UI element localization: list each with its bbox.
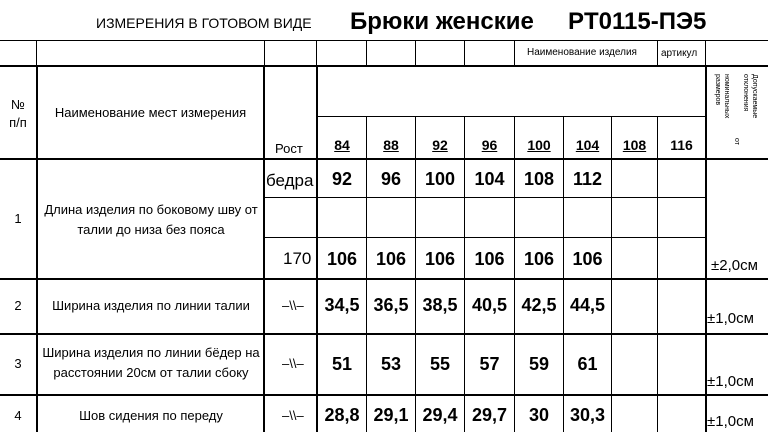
size-header: 108 <box>622 137 647 153</box>
value-cell: 36,5 <box>373 295 409 315</box>
grid-line <box>36 66 38 432</box>
grid-line <box>264 197 706 198</box>
grid-line <box>611 116 612 432</box>
value-cell: 59 <box>528 354 550 374</box>
tolerance-value: ±1,0см <box>707 373 754 390</box>
grid-line <box>264 40 265 66</box>
size-header: 96 <box>481 137 498 153</box>
ditto-mark: –\\– <box>282 356 304 371</box>
size-header: 84 <box>334 137 350 153</box>
article-label: артикул <box>661 48 698 59</box>
grid-line <box>316 40 317 66</box>
tolerance-value: ±1,0см <box>707 413 754 430</box>
grid-line <box>514 40 515 66</box>
measure-name: Шов сидения по переду <box>79 408 223 423</box>
grid-line <box>0 40 768 41</box>
column-height-header: Рост <box>275 141 303 156</box>
size-header: 116 <box>670 137 693 153</box>
value-cell: 61 <box>577 354 598 374</box>
value-cell: 106 <box>424 249 456 269</box>
value-cell: 106 <box>572 249 603 269</box>
grid-line <box>415 40 416 66</box>
tolerance-header-line: размеров <box>714 74 721 106</box>
article-number: PT0115-ПЭ5 <box>568 8 707 35</box>
row-number: 2 <box>14 298 22 313</box>
grid-line <box>366 40 367 66</box>
tolerance-header-line: Допускаемые <box>751 74 758 119</box>
column-measure-name-header: Наименование мест измерения <box>54 105 247 120</box>
grid-line <box>0 65 768 67</box>
column-number-header: № п/п <box>9 97 27 130</box>
grid-line <box>415 116 416 432</box>
value-cell: 106 <box>326 249 358 269</box>
grid-line <box>0 394 768 396</box>
product-name-label: Наименование изделия <box>527 47 637 58</box>
size-header: 100 <box>527 137 551 153</box>
grid-line <box>366 116 367 432</box>
value-cell: 42,5 <box>521 295 557 315</box>
grid-line <box>36 40 37 66</box>
size-header: 104 <box>575 137 600 153</box>
measure-name: Длина изделия по боковому шву от талии до низа без пояса <box>44 202 258 237</box>
grid-line <box>264 237 706 238</box>
grid-line <box>316 66 318 432</box>
grid-line <box>0 278 768 280</box>
height-value: 170 <box>283 249 312 268</box>
tolerance-value: ±2,0см <box>711 257 758 274</box>
grid-line <box>705 40 706 66</box>
tolerance-header-line: отклонения <box>742 74 749 112</box>
grid-line <box>657 40 658 66</box>
value-cell: 92 <box>331 169 353 189</box>
value-cell: 55 <box>429 354 451 374</box>
value-cell: 29,7 <box>471 405 508 425</box>
row-number: 3 <box>14 356 22 371</box>
grid-line <box>514 116 515 432</box>
tolerance-value: ±1,0см <box>707 310 754 327</box>
value-cell: 100 <box>424 169 456 189</box>
row-number: 1 <box>14 211 22 226</box>
ditto-mark: –\\– <box>282 408 304 423</box>
value-cell: 53 <box>380 354 402 374</box>
value-cell: 106 <box>523 249 555 269</box>
value-cell: 38,5 <box>422 295 458 315</box>
ditto-mark: –\\– <box>282 298 304 313</box>
document-title: ИЗМЕРЕНИЯ В ГОТОВОМ ВИДЕ <box>96 15 312 31</box>
value-cell: 51 <box>331 354 353 374</box>
value-cell: 30 <box>528 405 550 425</box>
value-cell: 29,1 <box>373 405 409 425</box>
value-cell: 34,5 <box>324 295 360 315</box>
value-cell: 112 <box>572 169 603 189</box>
value-cell: 28,8 <box>324 405 360 425</box>
grid-line <box>316 116 706 117</box>
row-number: 4 <box>14 408 22 423</box>
measure-name: Ширина изделия по линии талии <box>52 298 250 313</box>
value-cell: 104 <box>474 169 505 189</box>
value-cell: 106 <box>474 249 505 269</box>
value-cell: 44,5 <box>569 295 606 315</box>
hip-label: бедра <box>266 171 314 190</box>
tolerance-header-line: от <box>733 138 740 145</box>
value-cell: 57 <box>479 354 500 374</box>
size-header: 92 <box>432 137 448 153</box>
grid-line <box>657 116 658 432</box>
grid-line <box>263 66 265 432</box>
grid-line <box>563 116 564 432</box>
size-header: 88 <box>383 137 399 153</box>
value-cell: 106 <box>375 249 407 269</box>
grid-line <box>0 333 768 335</box>
measure-name: Ширина изделия по линии бёдер на расстоянии 20см от талии сбоку <box>42 345 260 381</box>
tolerance-header-line: номинальных <box>723 74 730 119</box>
grid-line <box>464 40 465 66</box>
value-cell: 108 <box>523 169 555 189</box>
grid-line <box>464 116 465 432</box>
value-cell: 96 <box>380 169 402 189</box>
value-cell: 30,3 <box>569 405 606 425</box>
value-cell: 29,4 <box>422 405 458 425</box>
product-name: Брюки женские <box>350 8 534 35</box>
value-cell: 40,5 <box>471 295 508 315</box>
grid-line <box>0 158 768 160</box>
